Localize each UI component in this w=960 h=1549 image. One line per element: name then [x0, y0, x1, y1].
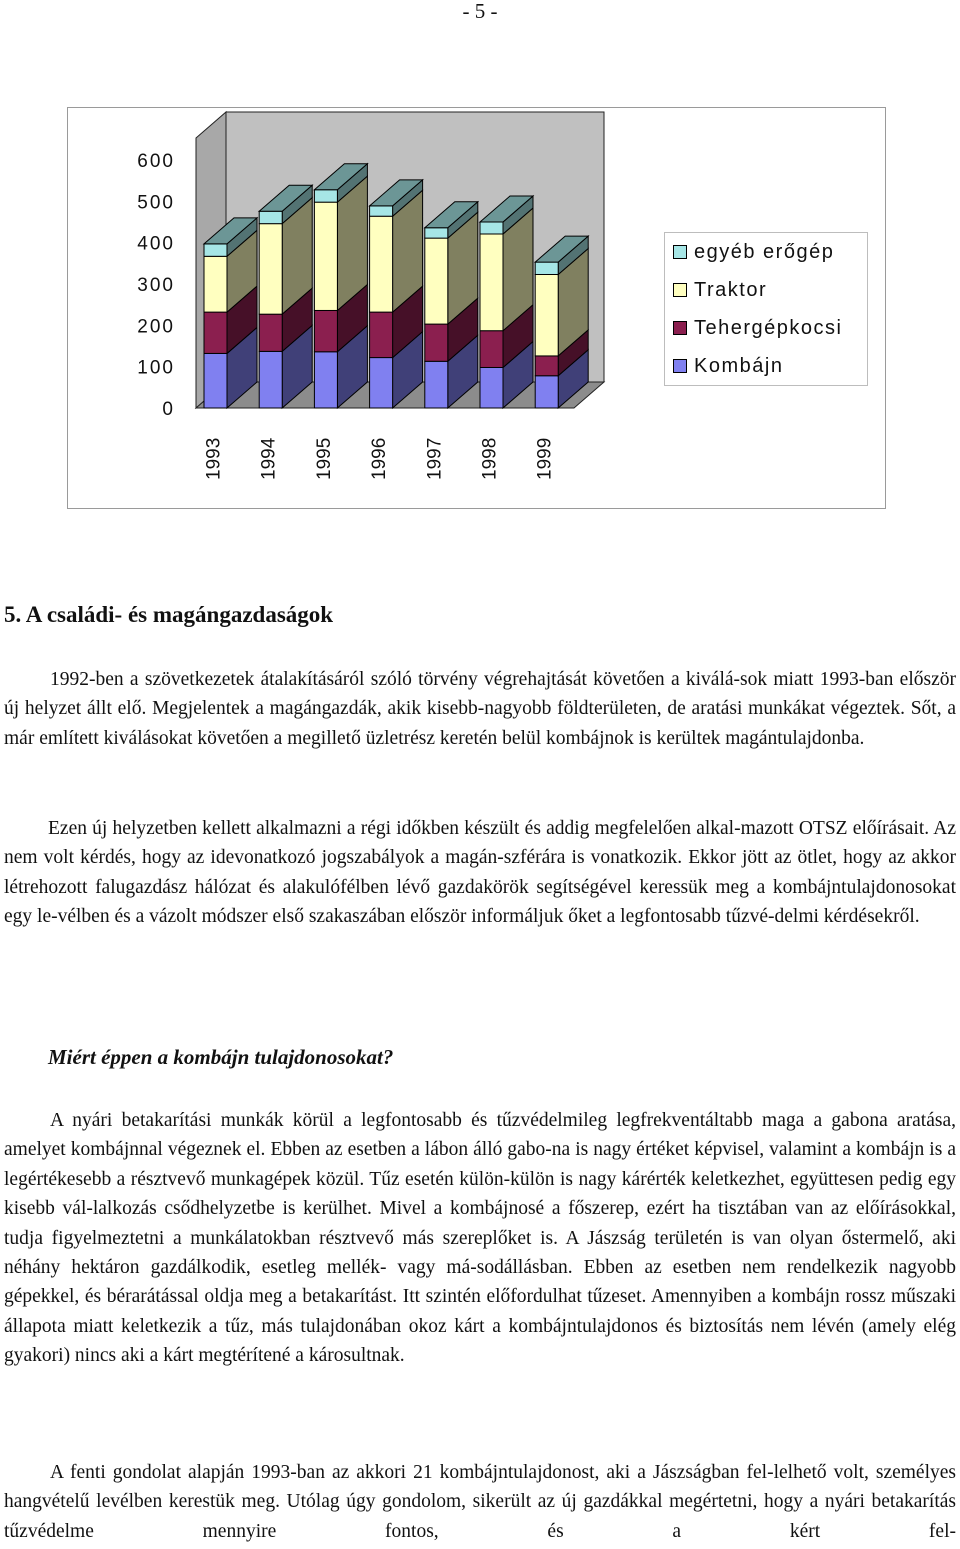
paragraph-3: [4, 1106, 956, 1371]
legend-label: Kombájn: [694, 354, 784, 377]
subheading: Miért éppen a kombájn tulajdonosokat?: [48, 1045, 394, 1069]
bar-segment: [535, 356, 558, 376]
bar-segment: [204, 353, 227, 408]
x-tick-label: 1995: [313, 437, 335, 480]
bar-segment: [480, 222, 503, 234]
legend-label: Tehergépkocsi: [694, 316, 843, 339]
x-tick-label: 1997: [424, 437, 446, 480]
bar-segment: [370, 216, 393, 312]
section-heading: 5. A családi- és magángazdaságok: [4, 602, 334, 627]
legend-item-traktor: [673, 279, 767, 301]
bar-segment: [259, 314, 282, 351]
bar-segment: [535, 262, 558, 274]
bar-segment: [370, 206, 393, 216]
bar-segment: [480, 331, 503, 368]
paragraph-text: 1992-ben a szövetkezetek átalakításáról szóló törvény végrehajtását követően a kiválá-sok miatt 1993-ban először új helyzet állt elő. Megjelentek a magángazdák, akik kisebb-nagyobb földterületen, de aratási munkákat végeztek. Sőt, a már említett kiválásokat követően a megillető üzletrész keretén belül kombájnok is kerültek magántulajdonba.: [4, 669, 956, 749]
y-tick-label: 600: [137, 151, 175, 172]
x-tick-label: 1999: [534, 437, 556, 480]
bar-segment: [259, 224, 282, 315]
legend-item-tehergepkocsi: [673, 317, 842, 339]
bar-segment: [314, 352, 337, 408]
paragraph-2: [4, 814, 956, 932]
x-tick-label: 1993: [203, 437, 225, 480]
bar-segment: [259, 211, 282, 223]
paragraph-1: [4, 665, 956, 753]
paragraph-4: [4, 1458, 956, 1546]
page-number: - 5 -: [462, 0, 498, 23]
bar-segment: [425, 228, 448, 238]
y-tick-label: 100: [137, 357, 175, 379]
bar-segment: [314, 310, 337, 351]
y-tick-label: 400: [137, 233, 175, 255]
y-tick-label: 300: [137, 275, 175, 296]
bar-segment: [425, 361, 448, 408]
bar-segment: [370, 358, 393, 408]
x-tick-label: 1998: [479, 437, 501, 480]
bar-segment: [425, 238, 448, 324]
bar-segment: [204, 312, 227, 353]
legend-label: egyéb erőgép: [694, 240, 835, 263]
paragraph-text: A fenti gondolat alapján 1993-ban az akkori 21 kombájntulajdonost, aki a Jászságban fel-lelhető volt, személyes hangvételű levélben kerestük meg. Utólag úgy gondolom, sikerült az új gazdákkal megértetni, hogy a nyári betakarítás tűzvédelme mennyire fontos, és a kért fel-: [4, 1462, 956, 1542]
bar-segment: [535, 376, 558, 408]
x-tick-label: 1996: [369, 437, 391, 480]
paragraph-text: Ezen új helyzetben kellett alkalmazni a régi időkben készült és addig megfelelően alkal-mazott OTSZ előírásait. Az nem volt kérdés, hogy az idevonatkozó jogszabályok a magán-szférára is vonatkozik. Ekkor jött az ötlet, hogy az akkor létrehozott falugazdász hálózat és alakulófélben lévő gazdakörök segítségével keressük meg a kombájntulajdonosokat egy le-vélben és a vázolt módszer első szakaszában először informáljuk őket a legfontosabb tűzvé-delmi kérdésekről.: [4, 818, 956, 928]
chart-legend: [664, 232, 868, 386]
bar-segment: [259, 351, 282, 408]
legend-item-kombajn: [673, 355, 783, 377]
bar-segment: [480, 234, 503, 331]
y-tick-label: 200: [137, 316, 175, 338]
legend-swatch-egyeb: [673, 245, 687, 259]
legend-swatch-traktor: [673, 283, 687, 297]
paragraph-text: A nyári betakarítási munkák körül a legfontosabb és tűzvédelmileg legfrekventáltabb maga a gabona aratása, amelyet kombájnnal végeznek el. Ebben az esetben a lábon álló gabo-na is nagy értéket képvisel, valamint a kombájn is a legértékesebb a résztvevő munkagépek közül. Tűz esetén külön-külön is nagy kárérték keletkezhet, együttesen pedig egy kisebb vál-lalkozás csődhelyzetbe is kerülhet. Mivel a kombájnosé a főszerep, ezért ha tisztában van az előírásokkal, tudja figyelmeztetni a munkálatokban résztvevő más szereplőket is. A Jászság területén is van olyan őstermelő, aki néhány hektáron gazdálkodik, esetleg mellék- vagy má-sodállásban. Ebben az esetben nem rendelkezik nagyobb gépekkel, és bérarátással oldja meg a betakarítást. Itt szintén előfordulhat tűzeset. Amennyiben a kombájn rossz műszaki állapota miatt keletkezik a tűz, más tulajdonában okoz kárt a kombájntulajdonos és biztosítás nem lévén (amely elég gyakori) nincs aki a kárt megtérítené a károsultnak.: [4, 1110, 956, 1367]
bar-segment: [204, 256, 227, 312]
legend-swatch-kombajn: [673, 359, 687, 373]
legend-swatch-tehergepkocsi: [673, 321, 687, 335]
bar-segment: [480, 367, 503, 408]
x-tick-label: 1994: [258, 437, 280, 480]
y-tick-label: 0: [162, 399, 175, 420]
bar-segment: [370, 312, 393, 357]
bar-segment: [204, 244, 227, 256]
bar-segment: [314, 190, 337, 202]
y-tick-label: 500: [137, 192, 175, 214]
bar-segment: [425, 324, 448, 361]
bar-segment: [314, 202, 337, 310]
legend-label: Traktor: [694, 278, 768, 301]
legend-item-egyeb: [673, 241, 834, 263]
bar-segment: [535, 274, 558, 355]
